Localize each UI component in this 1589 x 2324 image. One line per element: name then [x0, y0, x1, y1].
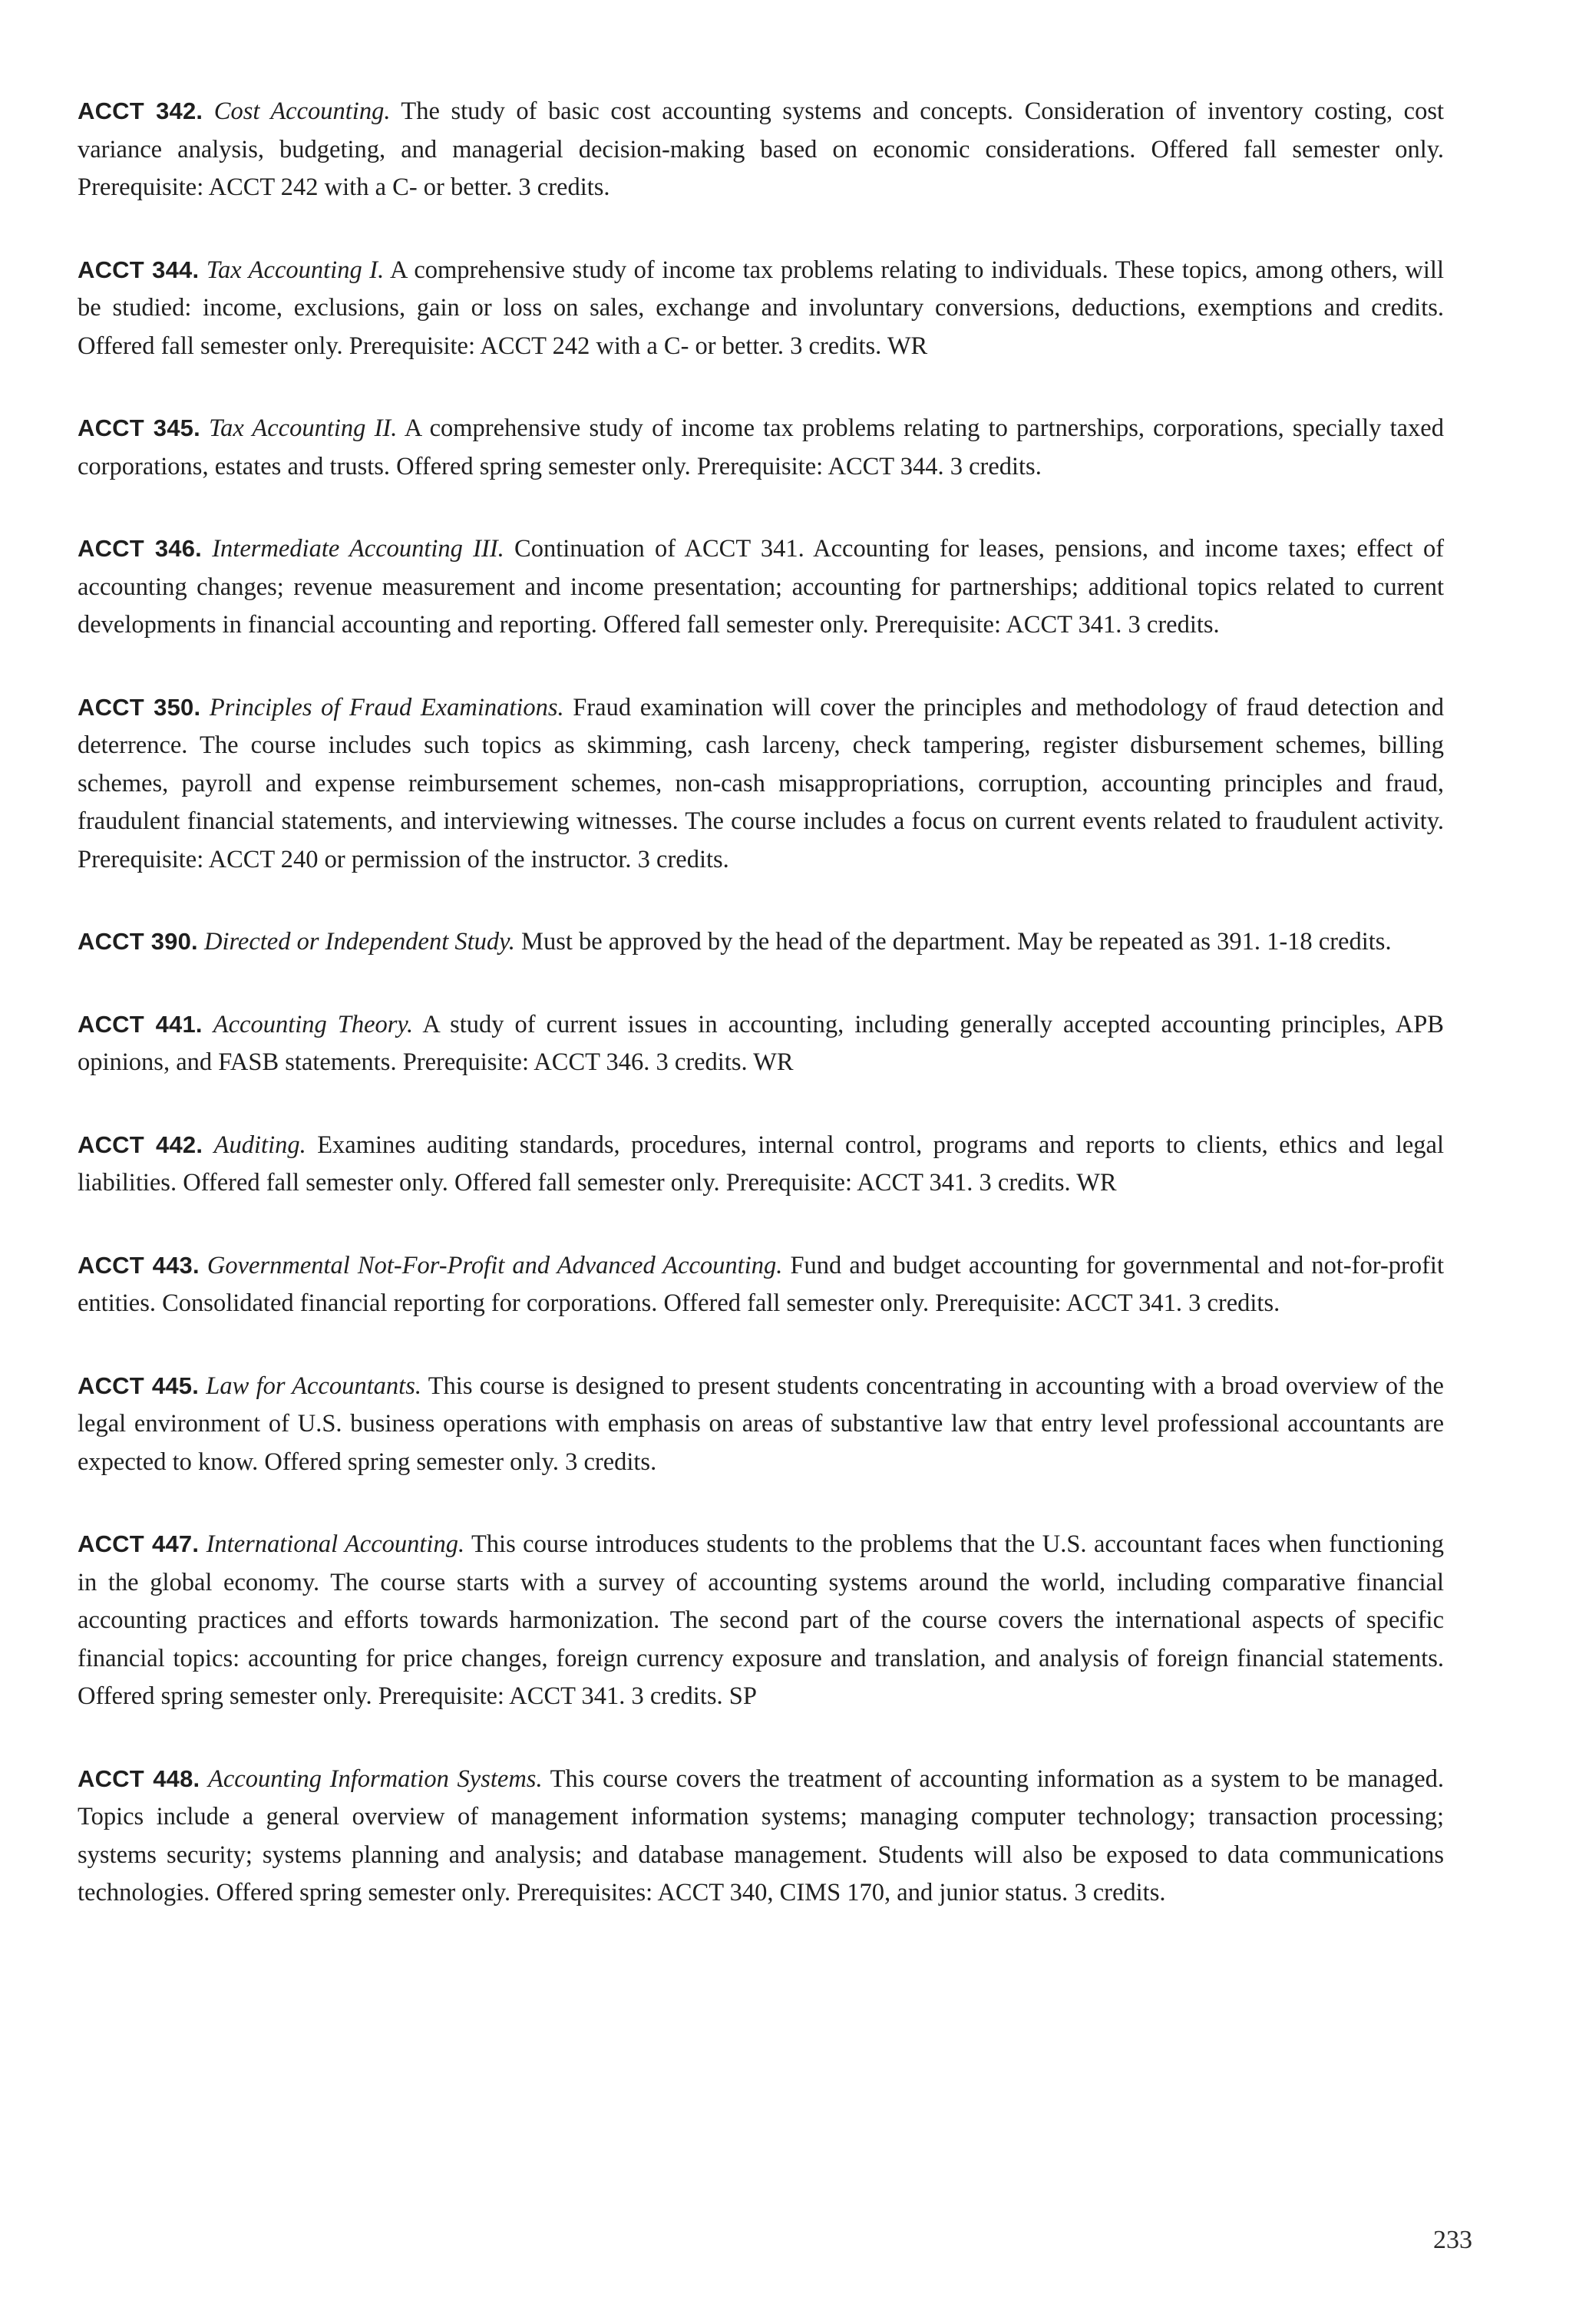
- course-entry: [78, 251, 1444, 366]
- course-entry: [78, 530, 1444, 645]
- course-code: ACCT 447.: [78, 1530, 200, 1557]
- course-description: Fund and budget accounting for governmental and not-for-profit entities. Consolidated financial reporting for corporations. Offered fall semester only. Prerequisite: ACCT 341. 3 credits.: [78, 1251, 1444, 1317]
- course-title: Directed or Independent Study.: [203, 928, 515, 956]
- course-description: Fraud examination will cover the principles and methodology of fraud detection and deterrence. The course includes such topics as skimming, cash larceny, check tampering, register disbursement schemes, billing schemes, payroll and expense reimbursement schemes, non-cash misappropriations, corruption, accounting principles and fraud, fraudulent financial statements, and interviewing witnesses. The course includes a focus on current events related to fraudulent activity. Prerequisite: ACCT 240 or permission of the instructor. 3 credits.: [78, 693, 1444, 873]
- course-entry: [78, 688, 1444, 880]
- course-entry: [78, 1525, 1444, 1716]
- course-entry: [78, 1367, 1444, 1482]
- course-description: Must be approved by the head of the department. May be repeated as 391. 1-18 credits.: [521, 928, 1392, 956]
- course-description: Continuation of ACCT 341. Accounting for leases, pensions, and income taxes; effect of accounting changes; revenue measurement and income presentation; accounting for partnerships; additional topics related to current developments in financial accounting and reporting. Offered fall semester only. Prerequisite: ACCT 341. 3 credits.: [78, 535, 1445, 639]
- course-entry: [78, 1760, 1444, 1913]
- course-code: ACCT 342.: [78, 97, 203, 124]
- course-title: Law for Accountants.: [206, 1372, 421, 1400]
- course-title: Auditing.: [213, 1131, 306, 1159]
- course-title: Intermediate Accounting III.: [212, 535, 504, 563]
- course-title: Accounting Information Systems.: [208, 1764, 543, 1793]
- course-title: Governmental Not-For-Profit and Advanced Accounting.: [206, 1251, 783, 1279]
- course-code: ACCT 445.: [78, 1372, 200, 1399]
- course-code: ACCT 390.: [78, 928, 198, 955]
- course-description: A comprehensive study of income tax problems relating to partnerships, corporations, specially taxed corporations, estates and trusts. Offered spring semester only. Prerequisite: ACCT 344. 3 credits.: [78, 414, 1444, 480]
- course-entry: [78, 1126, 1444, 1203]
- course-entry: [78, 1246, 1444, 1323]
- course-code: ACCT 448.: [78, 1764, 200, 1792]
- course-entry: [78, 92, 1444, 207]
- course-code: ACCT 443.: [78, 1251, 200, 1279]
- course-description: This course covers the treatment of accounting information as a system to be managed. Topics include a general overview of management information systems; managing computer technology; transaction processing; systems security; systems planning and analysis; and database management. Students will also be exposed to data communications technologies. Offered spring semester only. Prerequisites: ACCT 340, CIMS 170, and junior status. 3 credits.: [78, 1764, 1445, 1906]
- course-entry: [78, 409, 1444, 486]
- course-code: ACCT 345.: [78, 414, 200, 441]
- course-code: ACCT 441.: [78, 1010, 203, 1038]
- course-title: Accounting Theory.: [213, 1010, 414, 1038]
- course-code: ACCT 350.: [78, 693, 201, 721]
- page-number: 233: [1433, 2226, 1472, 2254]
- course-entry: [78, 1005, 1444, 1082]
- course-description: A comprehensive study of income tax problems relating to individuals. These topics, among others, will be studied: income, exclusions, gain or loss on sales, exchange and involuntary conversions, deductions, exemptions and credits. Offered fall semester only. Prerequisite: ACCT 242 with a C- or better. 3 credits. WR: [78, 256, 1444, 360]
- course-catalog-page: [78, 92, 1444, 1956]
- course-title: Cost Accounting.: [213, 97, 391, 125]
- course-description: A study of current issues in accounting, including generally accepted accounting principles, APB opinions, and FASB statements. Prerequisite: ACCT 346. 3 credits. WR: [78, 1010, 1444, 1076]
- course-entry: [78, 923, 1444, 962]
- course-code: ACCT 442.: [78, 1131, 203, 1158]
- course-description: Examines auditing standards, procedures, internal control, programs and reports to clients, ethics and legal liabilities. Offered fall semester only. Offered fall semester only. Prerequisite: ACCT 341. 3 credits. WR: [78, 1131, 1444, 1197]
- course-code: ACCT 344.: [78, 256, 200, 283]
- course-title: Tax Accounting II.: [209, 414, 398, 442]
- course-title: Tax Accounting I.: [206, 256, 385, 284]
- course-code: ACCT 346.: [78, 535, 202, 562]
- course-title: International Accounting.: [206, 1530, 465, 1558]
- course-description: The study of basic cost accounting systems and concepts. Consideration of inventory costing, cost variance analysis, budgeting, and managerial decision-making based on economic considerations. Offered fall semester only. Prerequisite: ACCT 242 with a C- or better. 3 credits.: [78, 97, 1445, 201]
- course-title: Principles of Fraud Examinations.: [209, 693, 564, 721]
- course-description: This course is designed to present students concentrating in accounting with a broad overview of the legal environment of U.S. business operations with emphasis on areas of substantive law that entry level professional accountants are expected to know. Offered spring semester only. 3 credits.: [78, 1372, 1444, 1476]
- course-description: This course introduces students to the problems that the U.S. accountant faces when functioning in the global economy. The course starts with a survey of accounting systems around the world, including comparative financial accounting practices and efforts towards harmonization. The second part of the course covers the international aspects of specific financial topics: accounting for price changes, foreign currency exposure and translation, and analysis of foreign financial statements. Offered spring semester only. Prerequisite: ACCT 341. 3 credits. SP: [78, 1530, 1444, 1710]
